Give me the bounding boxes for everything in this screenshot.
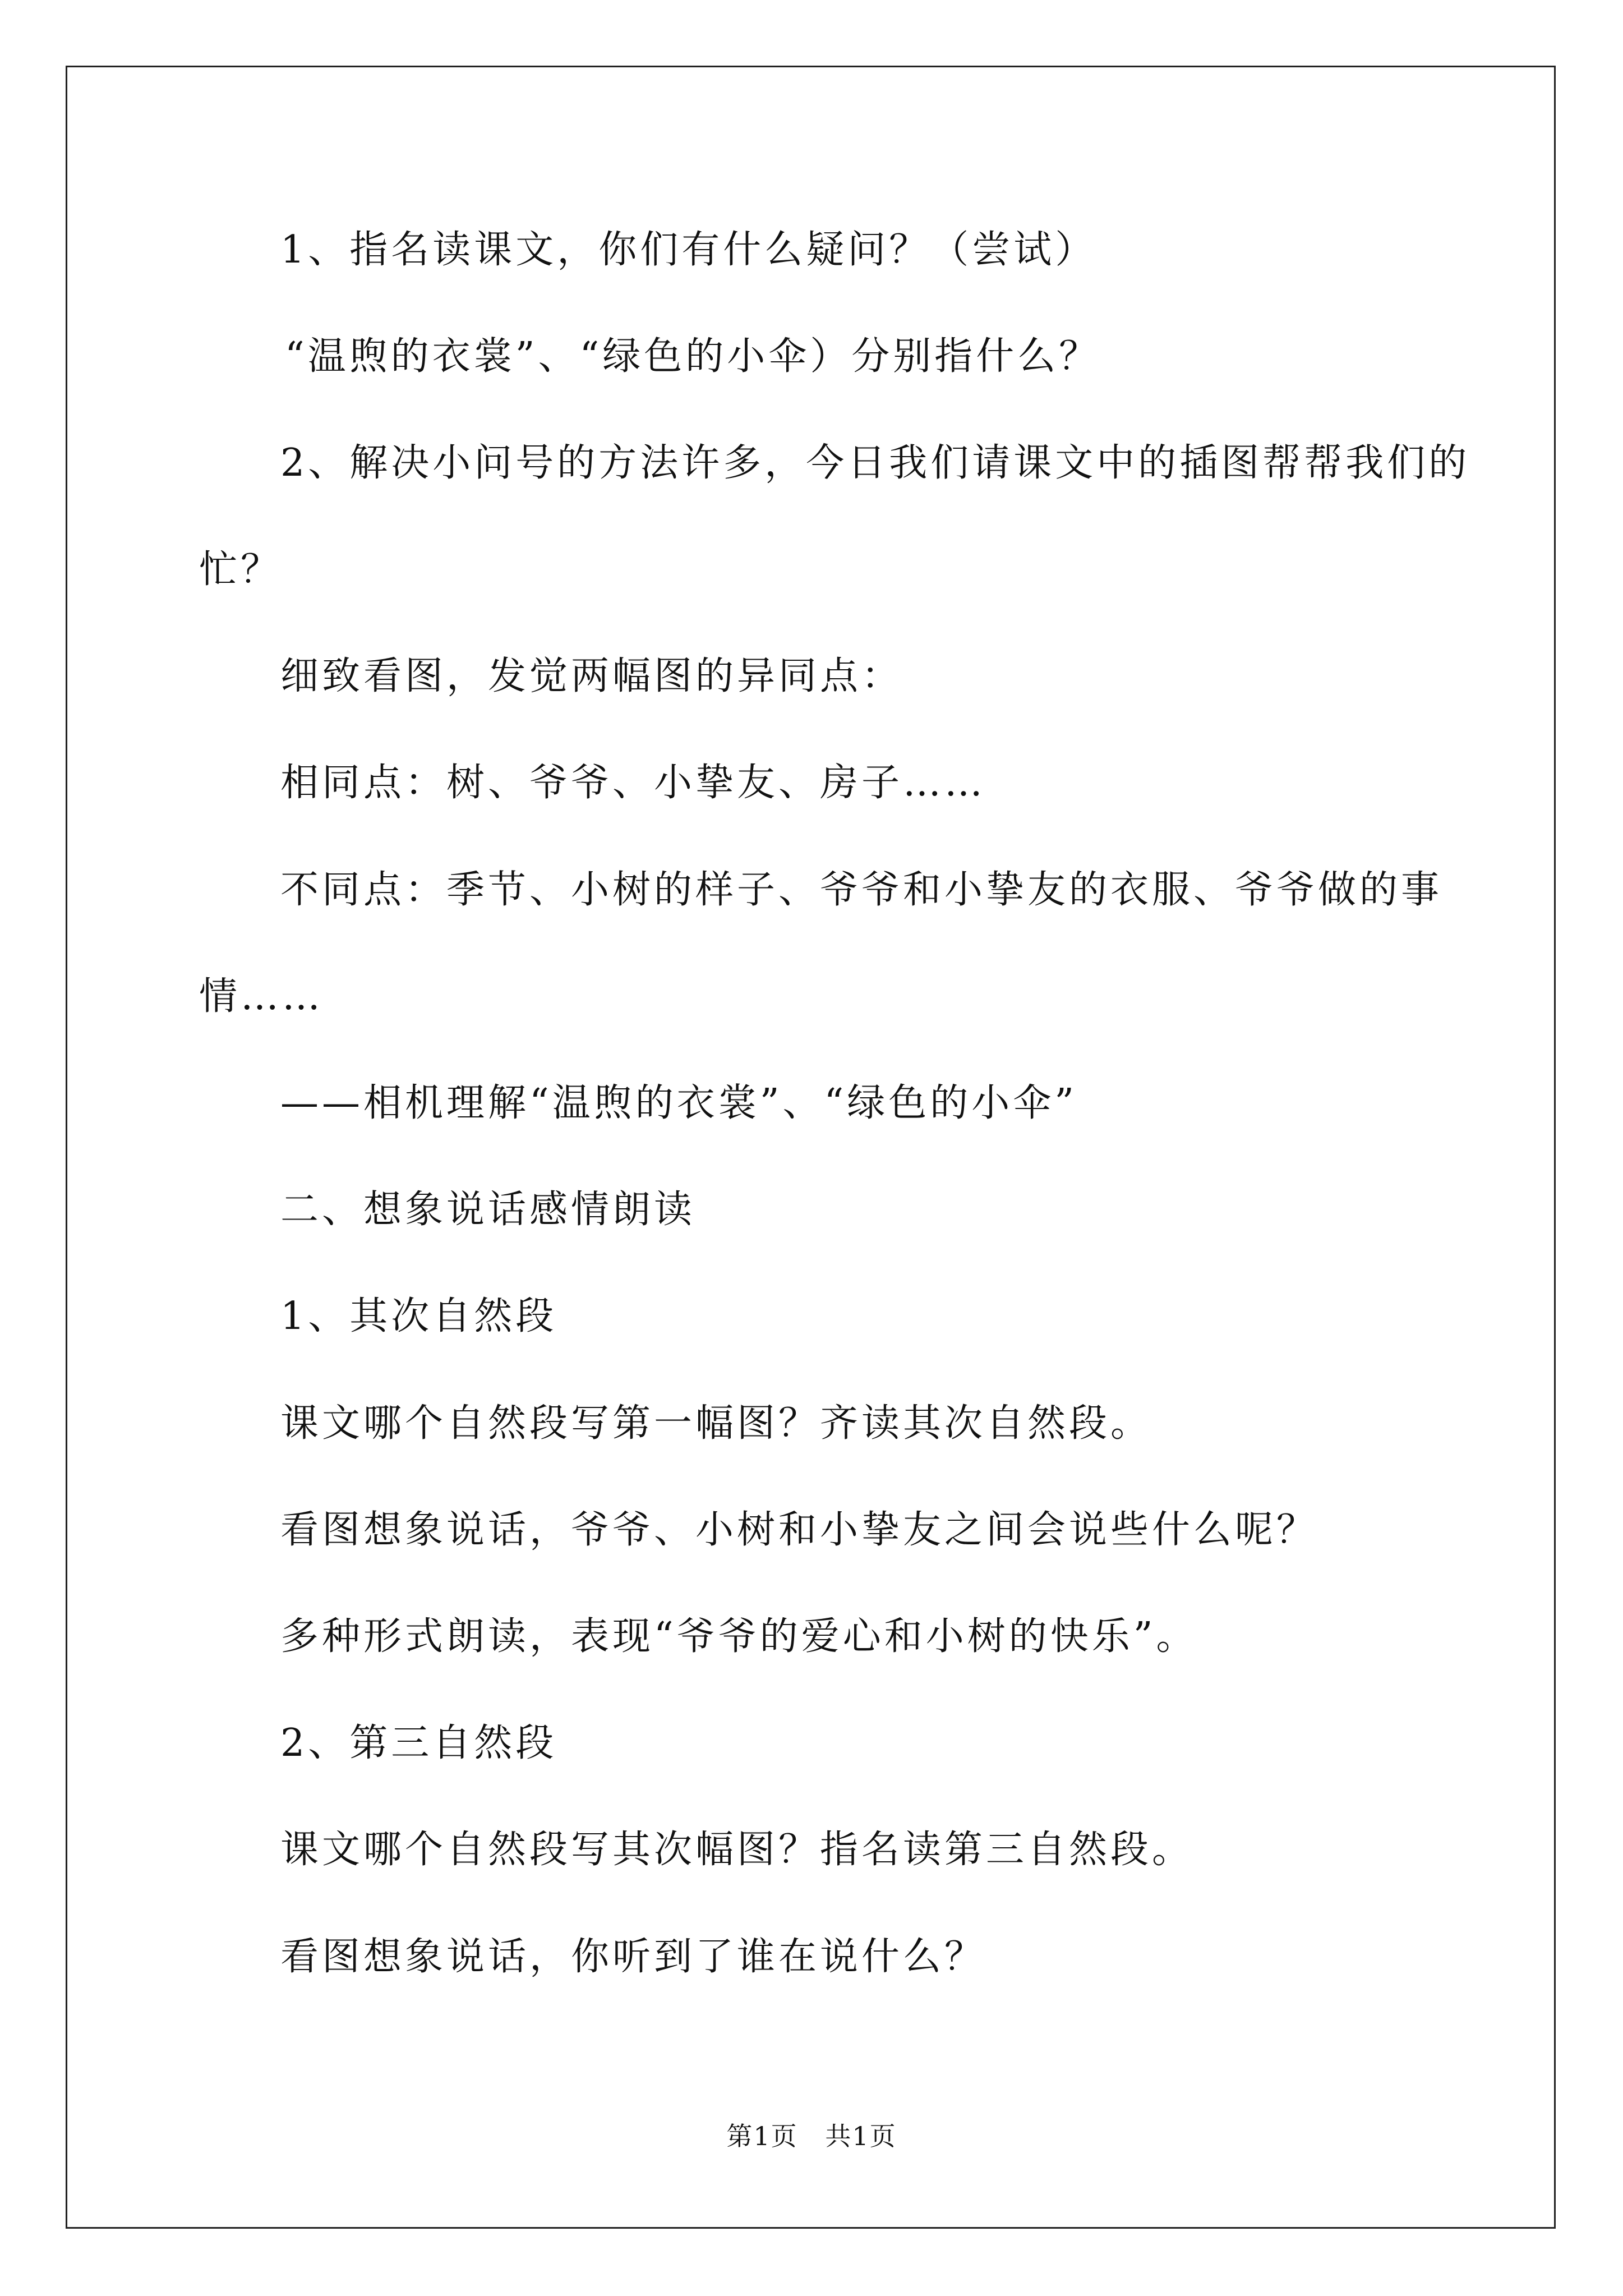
subsection-heading: 2、第三自然段 xyxy=(280,1721,557,1765)
paragraph-line: 忙？ xyxy=(199,547,283,592)
subsection-heading: 1、其次自然段 xyxy=(280,1294,557,1338)
page-footer xyxy=(0,2123,1623,2149)
paragraph-line: 细致看图，发觉两幅图的异同点： xyxy=(280,654,903,698)
page-border xyxy=(66,66,1556,2229)
page-total: 共1页 xyxy=(825,2121,897,2151)
paragraph-line: 2、解决小问号的方法许多，今日我们请课文中的插图帮帮我们的 xyxy=(280,441,1470,485)
paragraph-line: 1、指名读课文，你们有什么疑问？（尝试） xyxy=(280,228,1097,272)
paragraph-line: 相同点：树、爷爷、小挚友、房子…… xyxy=(280,761,986,805)
paragraph-line: 看图想象说话，你听到了谁在说什么？ xyxy=(280,1935,986,1979)
paragraph-line: 课文哪个自然段写其次幅图？指名读第三自然段。 xyxy=(280,1828,1194,1872)
paragraph-line: 情…… xyxy=(199,974,324,1019)
paragraph-line: 多种形式朗读，表现“爷爷的爱心和小树的快乐”。 xyxy=(280,1614,1198,1659)
paragraph-line: 不同点：季节、小树的样子、爷爷和小挚友的衣服、爷爷做的事 xyxy=(280,868,1443,912)
paragraph-line: “温煦的衣裳”、“绿色的小伞）分别指什么？ xyxy=(285,334,1101,379)
page-number: 第1页 xyxy=(726,2121,798,2151)
section-heading: 二、想象说话感情朗读 xyxy=(280,1188,696,1232)
paragraph-line: 课文哪个自然段写第一幅图？齐读其次自然段。 xyxy=(280,1401,1152,1446)
paragraph-line: ——相机理解“温煦的衣裳”、“绿色的小伞” xyxy=(280,1081,1078,1125)
paragraph-line: 看图想象说话，爷爷、小树和小挚友之间会说些什么呢？ xyxy=(280,1508,1318,1552)
